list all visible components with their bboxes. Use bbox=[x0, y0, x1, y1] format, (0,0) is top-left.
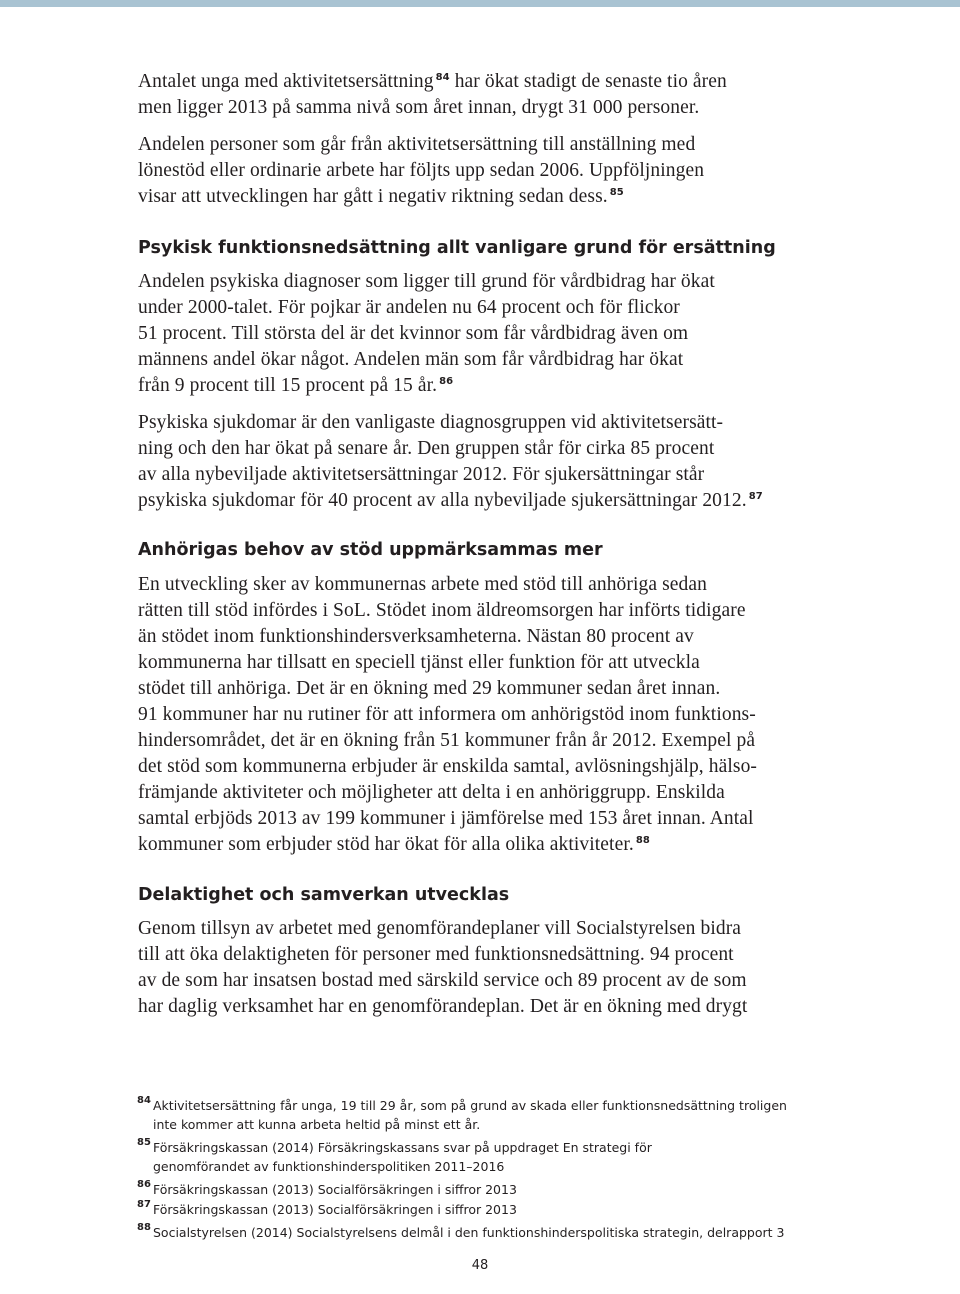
body-line: under 2000-talet. För pojkar är andelen nu 64 procent och för flickor bbox=[138, 297, 680, 318]
body-line: stödet till anhöriga. Det är en ökning med 29 kommuner sedan året innan. bbox=[138, 678, 721, 699]
section-heading: Anhörigas behov av stöd uppmärksammas mer bbox=[138, 540, 603, 560]
footnote: 86 Försäkringskassan (2013) Socialförsäkringen i siffror 2013 bbox=[137, 1179, 517, 1197]
body-line: En utveckling sker av kommunernas arbete med stöd till anhöriga sedan bbox=[138, 574, 707, 595]
body-line: Psykiska sjukdomar är den vanligaste diagnosgruppen vid aktivitetsersätt- bbox=[138, 412, 724, 433]
body-line: främjande aktiviteter och möjligheter att delta i en anhöriggrupp. Enskilda bbox=[138, 782, 725, 803]
body-line: Antalet unga med aktivitetsersättning $^{84}$ har ökat stadigt de senaste tio åren bbox=[138, 71, 727, 92]
body-line: från 9 procent till 15 procent på 15 år. $^{86}$ bbox=[138, 375, 454, 396]
body-line: än stödet inom funktionshindersverksamheterna. Nästan 80 procent av bbox=[138, 626, 694, 647]
footnote-ref: 86 bbox=[439, 376, 454, 387]
body-line: av alla nybeviljade aktivitetsersättningar 2012. För sjukersättningar står bbox=[138, 464, 705, 485]
body-line: 51 procent. Till största del är det kvinnor som får vårdbidrag även om bbox=[138, 323, 689, 344]
body-line: av de som har insatsen bostad med särskild service och 89 procent av de som bbox=[138, 970, 747, 991]
body-line: har daglig verksamhet har en genomförandeplan. Det är en ökning med drygt bbox=[138, 996, 748, 1017]
footnote-ref: 85 bbox=[609, 187, 624, 198]
footnote-number: 88 bbox=[137, 1222, 151, 1233]
body-line: visar att utvecklingen har gått i negativ riktning sedan dess. $^{85}$ bbox=[138, 186, 624, 207]
footnote-number: 86 bbox=[137, 1179, 151, 1190]
body-line: lönestöd eller ordinarie arbete har följts upp sedan 2006. Uppföljningen bbox=[138, 160, 705, 181]
body-line: det stöd som kommunerna erbjuder är enskilda samtal, avlösningshjälp, hälso- bbox=[138, 756, 758, 777]
body-line: kommunerna har tillsatt en speciell tjänst eller funktion för att utveckla bbox=[138, 652, 700, 673]
footnote: 85 Försäkringskassan (2014) Försäkringskassans svar på uppdraget En strategi för bbox=[137, 1137, 652, 1155]
body-line: psykiska sjukdomar för 40 procent av alla nybeviljade sjukersättningar 2012. $^{87}$ bbox=[138, 490, 763, 511]
body-line: hindersområdet, det är en ökning från 51 kommuner från år 2012. Exempel på bbox=[138, 730, 756, 751]
section-heading: Delaktighet och samverkan utvecklas bbox=[138, 885, 510, 905]
body-line: kommuner som erbjuder stöd har ökat för alla olika aktiviteter. $^{88}$ bbox=[138, 834, 650, 855]
body-line: 91 kommuner har nu rutiner för att informera om anhörigstöd inom funktions- bbox=[138, 704, 756, 725]
footnote-ref: 84 bbox=[435, 72, 450, 83]
footnote-continuation: genomförandet av funktionshinderspolitiken 2011–2016 bbox=[153, 1159, 505, 1174]
footnote-number: 87 bbox=[137, 1199, 151, 1210]
body-line: samtal erbjöds 2013 av 199 kommuner i jämförelse med 153 året innan. Antal bbox=[138, 808, 754, 829]
section-heading: Psykisk funktionsnedsättning allt vanligare grund för ersättning bbox=[138, 238, 776, 258]
footnote-ref: 88 bbox=[635, 835, 650, 846]
footnote-ref: 87 bbox=[748, 491, 763, 502]
body-line: Andelen psykiska diagnoser som ligger till grund för vårdbidrag har ökat bbox=[138, 271, 715, 292]
top-border-bar bbox=[0, 0, 960, 7]
footnote: 87 Försäkringskassan (2013) Socialförsäkringen i siffror 2013 bbox=[137, 1199, 517, 1217]
body-line: till att öka delaktigheten för personer med funktionsnedsättning. 94 procent bbox=[138, 944, 734, 965]
body-line: Andelen personer som går från aktivitetsersättning till anställning med bbox=[138, 134, 696, 155]
footnote-number: 84 bbox=[137, 1095, 151, 1106]
body-line: Genom tillsyn av arbetet med genomförandeplaner vill Socialstyrelsen bidra bbox=[138, 918, 742, 939]
footnote-number: 85 bbox=[137, 1137, 151, 1148]
footnote: 84 Aktivitetsersättning får unga, 19 till 29 år, som på grund av skada eller funktionsnedsättning troligen bbox=[137, 1095, 787, 1113]
body-line: men ligger 2013 på samma nivå som året innan, drygt 31 000 personer. bbox=[138, 97, 700, 118]
body-line: männens andel ökar något. Andelen män som får vårdbidrag har ökat bbox=[138, 349, 684, 370]
body-line: rätten till stöd infördes i SoL. Stödet inom äldreomsorgen har införts tidigare bbox=[138, 600, 746, 621]
body-line: ning och den har ökat på senare år. Den gruppen står för cirka 85 procent bbox=[138, 438, 715, 459]
footnote-continuation: inte kommer att kunna arbeta heltid på minst ett år. bbox=[153, 1117, 481, 1132]
footnote: 88 Socialstyrelsen (2014) Socialstyrelsens delmål i den funktionshinderspolitiska strategin, delrapport 3 bbox=[137, 1222, 785, 1240]
page-number: 48 bbox=[471, 1258, 489, 1273]
